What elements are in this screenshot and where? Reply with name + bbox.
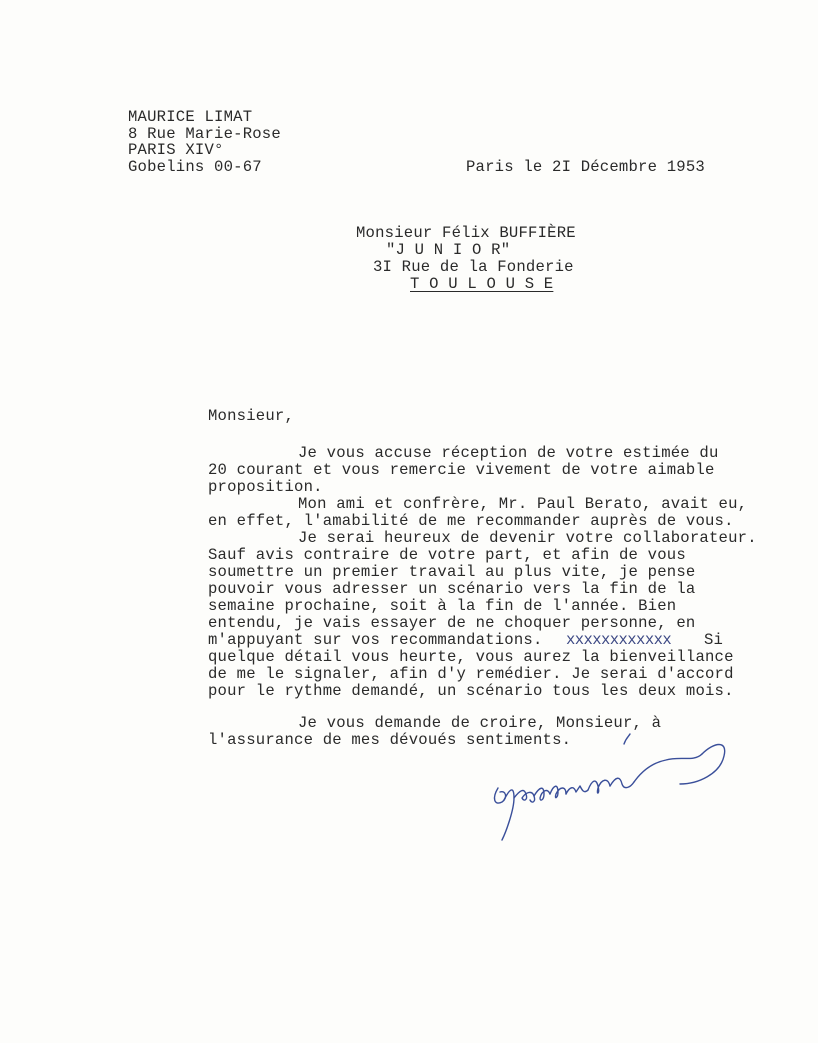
body-line: Si [704, 631, 724, 649]
recipient-publication: "J U N I O R" [386, 241, 511, 259]
body-line: 20 courant et vous remercie vivement de votre aimable [208, 461, 715, 479]
body-line: pour le rythme demandé, un scénario tous les deux mois. [208, 682, 734, 700]
body-line: Je serai heureux de devenir votre collaborateur. [298, 529, 757, 547]
recipient-city: T O U L O U S E [410, 275, 554, 293]
body-line: de me le signaler, afin d'y remédier. Je serai d'accord [208, 665, 734, 683]
body-line: quelque détail vous heurte, vous aurez la bienveillance [208, 648, 734, 666]
recipient-street: 3I Rue de la Fonderie [373, 258, 574, 276]
redacted-text: xxxxxxxxxxxx [566, 631, 672, 649]
sender-street: 8 Rue Marie-Rose [128, 125, 281, 143]
handwritten-signature-icon [484, 728, 754, 848]
body-line: pouvoir vous adresser un scénario vers la fin de la [208, 580, 696, 598]
closing-line: Je vous demande de croire, Monsieur, à [298, 714, 662, 732]
body-line: entendu, je vais essayer de ne choquer personne, en [208, 614, 696, 632]
body-line: m'appuyant sur vos recommandations. [208, 631, 543, 649]
body-line: en effet, l'amabilité de me recommander auprès de vous. [208, 512, 734, 530]
body-line: semaine prochaine, soit à la fin de l'année. Bien [208, 597, 677, 615]
body-line: proposition. [208, 478, 323, 496]
body-line: Je vous accuse réception de votre estimée du [298, 444, 719, 462]
salutation: Monsieur, [208, 407, 295, 425]
closing-line: l'assurance de mes dévoués sentiments. [208, 731, 572, 749]
sender-city: PARIS XIV° [128, 141, 224, 159]
letter-date: Paris le 2I Décembre 1953 [466, 158, 705, 176]
recipient-name: Monsieur Félix BUFFIÈRE [356, 224, 576, 242]
sender-name: MAURICE LIMAT [128, 108, 253, 126]
body-line: Mon ami et confrère, Mr. Paul Berato, avait eu, [298, 495, 748, 513]
sender-phone: Gobelins 00-67 [128, 158, 262, 176]
body-line: Sauf avis contraire de votre part, et afin de vous [208, 546, 686, 564]
body-line: soumettre un premier travail au plus vite, je pense [208, 563, 696, 581]
